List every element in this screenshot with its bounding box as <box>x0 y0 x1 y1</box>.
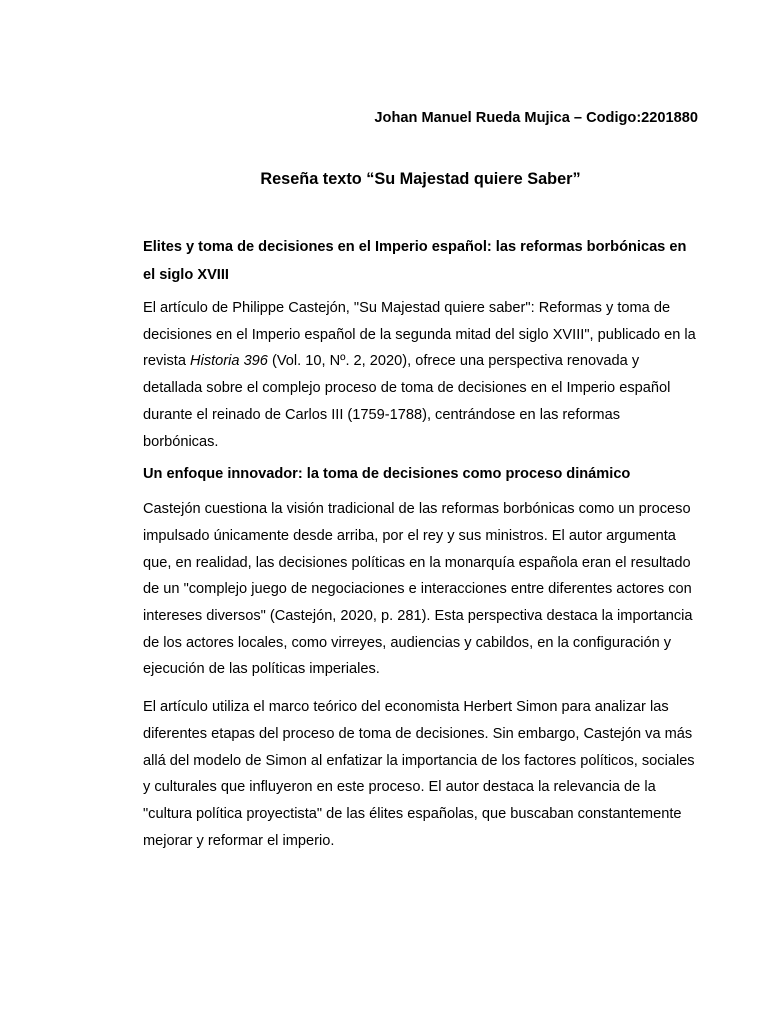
author-line: Johan Manuel Rueda Mujica – Codigo:2201880 <box>374 110 698 126</box>
paragraph-intro <box>143 295 698 455</box>
paragraph-intro-text-2: (Vol. 10, Nº. 2, 2020), ofrece una perspectiva renovada y detallada sobre el complejo proceso de toma de decisiones en el Imperio español durante el reinado de Carlos III (1759-1788), centrándose en las reformas borbónicas. <box>143 353 671 450</box>
paragraph-intro-text-1: El artículo de Philippe Castejón, "Su Majestad quiere saber": Reformas y toma de decisiones en el Imperio español de la segunda mitad del siglo XVIII", publicado en la revista <box>143 300 696 370</box>
journal-name: Historia 396 <box>190 353 268 370</box>
section-heading: Un enfoque innovador: la toma de decisiones como proceso dinámico <box>143 466 631 483</box>
document-title: Reseña texto “Su Majestad quiere Saber” <box>260 170 581 188</box>
document-subtitle: Elites y toma de decisiones en el Imperio español: las reformas borbónicas en el siglo XVIII <box>143 239 687 283</box>
document-body <box>143 105 698 854</box>
paragraph-castejon: Castejón cuestiona la visión tradicional de las reformas borbónicas como un proceso impulsado únicamente desde arriba, por el rey y sus ministros. El autor argumenta que, en realidad, las decisiones políticas en la monarquía española eran el resultado de un "complejo juego de negociaciones e interacciones entre diferentes actores con intereses diversos" (Castejón, 2020, p. 281). Esta perspectiva destaca la importancia de los actores locales, como virreyes, audiencias y cabildos, en la configuración y ejecución de las políticas imperiales. <box>143 501 693 678</box>
paragraph-simon: El artículo utiliza el marco teórico del economista Herbert Simon para analizar las diferentes etapas del proceso de toma de decisiones. Sin embargo, Castejón va más allá del modelo de Simon al enfatizar la importancia de los factores políticos, sociales y culturales que influyeron en este proceso. El autor destaca la relevancia de la "cultura política proyectista" de las élites españolas, que buscaban constantemente mejorar y reformar el imperio. <box>143 699 695 849</box>
